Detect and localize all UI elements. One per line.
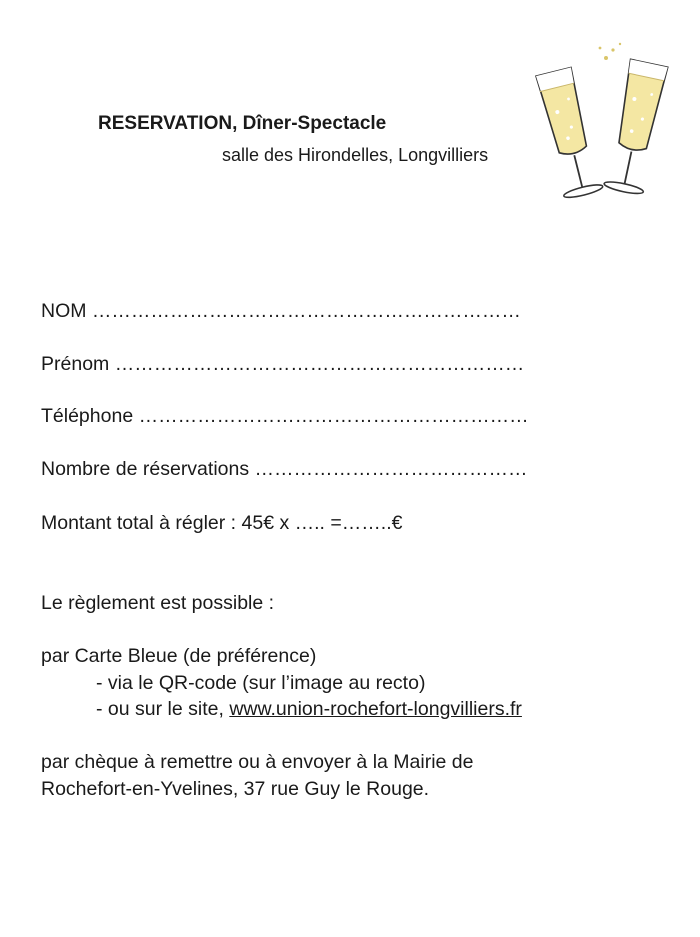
page-subtitle: salle des Hirondelles, Longvilliers — [222, 145, 489, 165]
field-nombre-reservations: Nombre de réservations …………………………………… — [41, 458, 528, 480]
payment-cheque-line2: Rochefort-en-Yvelines, 37 rue Guy le Rouge. — [41, 778, 430, 800]
field-montant-total: Montant total à régler : 45€ x ….. =……..€ — [41, 512, 403, 534]
field-prenom: Prénom ……………………………………………………… — [41, 353, 525, 375]
field-telephone: Téléphone …………………………………………………… — [41, 405, 529, 427]
payment-card-site-prefix: - ou sur le site, — [96, 698, 230, 720]
website-link[interactable]: www.union-rochefort-longvilliers.fr — [229, 698, 522, 720]
payment-card-site — [96, 698, 522, 721]
payment-card-qr: - via le QR-code (sur l’image au recto) — [96, 672, 426, 694]
payment-card: par Carte Bleue (de préférence) — [41, 645, 317, 667]
field-nom: NOM ………………………………………………………… — [41, 300, 521, 322]
payment-intro: Le règlement est possible : — [41, 592, 275, 614]
payment-cheque-line1: par chèque à remettre ou à envoyer à la Mairie de — [41, 751, 474, 773]
page-title: RESERVATION, Dîner-Spectacle — [98, 113, 387, 134]
champagne-glasses-icon — [528, 40, 683, 200]
